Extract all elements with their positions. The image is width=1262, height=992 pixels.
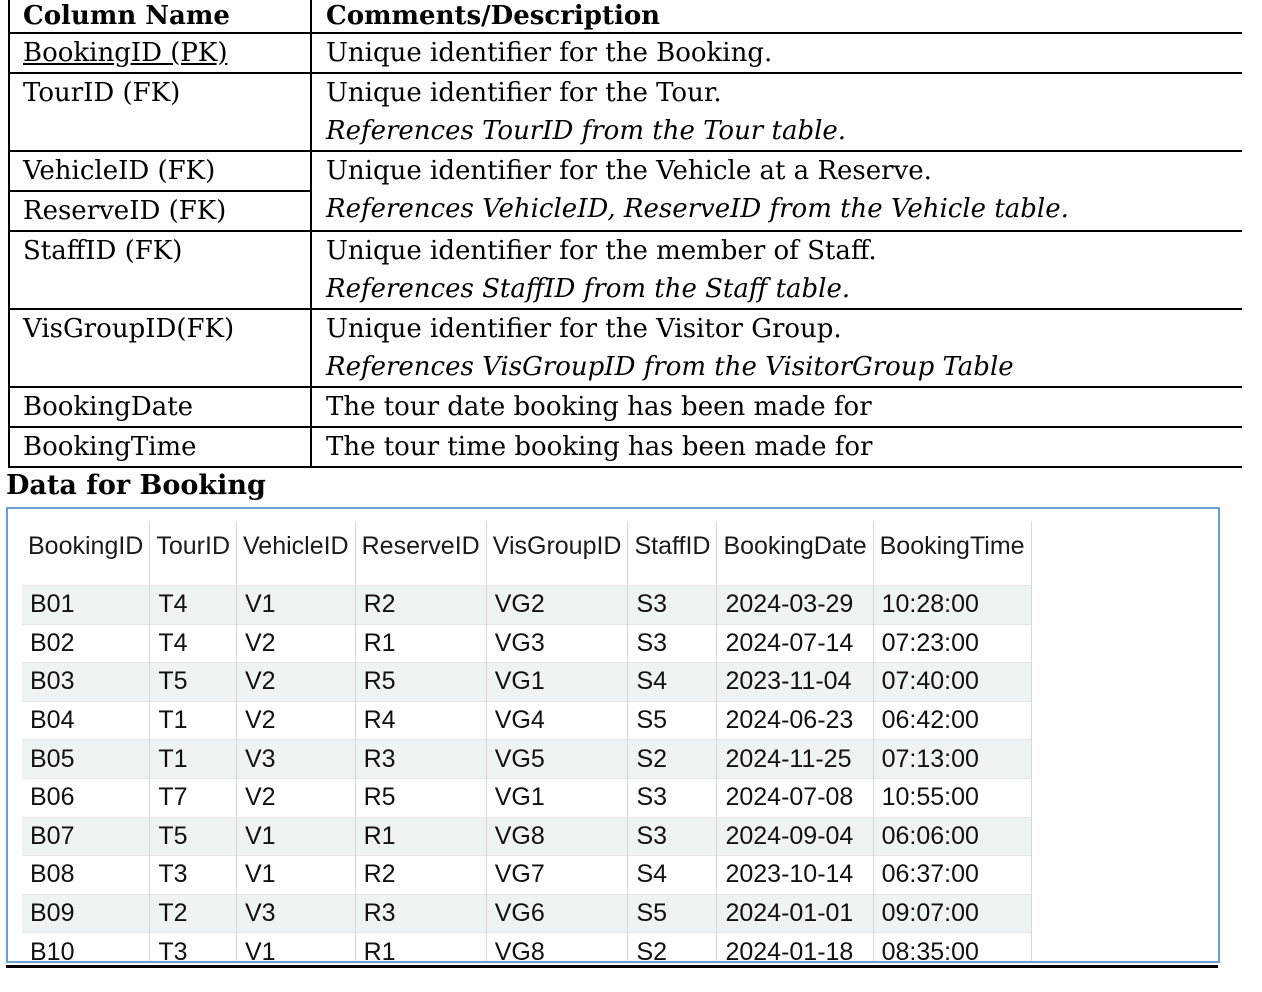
grid-cell[interactable]: VG1 [486, 778, 628, 817]
grid-cell[interactable]: 2024-07-14 [717, 624, 873, 663]
schema-header-row [9, 0, 1242, 33]
grid-cell[interactable]: S5 [628, 701, 717, 740]
booking-data-table [22, 521, 1032, 963]
grid-column-header[interactable]: BookingDate [717, 521, 873, 571]
grid-column-header[interactable]: StaffID [628, 521, 717, 571]
grid-cell[interactable]: V3 [237, 894, 356, 933]
grid-cell[interactable]: 2023-10-14 [717, 856, 873, 895]
grid-column-header[interactable]: VehicleID [237, 521, 356, 571]
grid-cell[interactable]: T4 [150, 624, 237, 663]
grid-cell[interactable]: V1 [237, 817, 356, 856]
grid-cell[interactable]: VG4 [486, 701, 628, 740]
grid-cell[interactable]: B01 [22, 586, 150, 625]
grid-cell[interactable]: 2024-06-23 [717, 701, 873, 740]
visgroupid-name: VisGroupID(FK) [9, 309, 311, 387]
grid-cell[interactable]: V2 [237, 624, 356, 663]
grid-column-header[interactable]: TourID [150, 521, 237, 571]
grid-cell[interactable]: T5 [150, 663, 237, 702]
table-row[interactable] [22, 586, 1031, 625]
grid-cell[interactable]: T5 [150, 817, 237, 856]
grid-cell[interactable]: B02 [22, 624, 150, 663]
staffid-name: StaffID (FK) [9, 231, 311, 309]
schema-row-vehicle-reserve [9, 151, 1242, 231]
grid-cell[interactable]: V2 [237, 778, 356, 817]
grid-cell[interactable]: T2 [150, 894, 237, 933]
grid-cell[interactable]: S2 [628, 933, 717, 963]
table-row[interactable] [22, 778, 1031, 817]
staffid-ref: References StaffID from the Staff table. [326, 274, 851, 304]
grid-cell[interactable]: 2024-01-01 [717, 894, 873, 933]
grid-cell[interactable]: S4 [628, 663, 717, 702]
grid-cell[interactable]: S4 [628, 856, 717, 895]
schema-row-staffid [9, 231, 1242, 309]
grid-cell[interactable]: S3 [628, 624, 717, 663]
table-row[interactable] [22, 933, 1031, 963]
grid-cell[interactable]: R3 [355, 894, 486, 933]
schema-row-bookingdate [9, 387, 1242, 427]
grid-cell[interactable]: B07 [22, 817, 150, 856]
grid-cell[interactable]: S3 [628, 778, 717, 817]
grid-cell[interactable]: V2 [237, 701, 356, 740]
result-grid[interactable] [6, 507, 1220, 963]
grid-cell[interactable]: 10:55:00 [873, 778, 1031, 817]
schema-row-bookingtime [9, 427, 1242, 467]
grid-cell[interactable]: R4 [355, 701, 486, 740]
grid-cell[interactable]: VG7 [486, 856, 628, 895]
description-header: Comments/Description [311, 0, 1242, 33]
visgroupid-desc: Unique identifier for the Visitor Group. [326, 314, 842, 344]
vehicle-reserve-ref: References VehicleID, ReserveID from the Vehicle table. [326, 194, 1069, 224]
grid-header-row [22, 521, 1031, 571]
grid-cell[interactable]: VG8 [486, 817, 628, 856]
vehicleid-name: VehicleID (FK) [10, 152, 310, 192]
schema-row-visgroupid [9, 309, 1242, 387]
reserveid-name: ReserveID (FK) [23, 196, 227, 226]
tourid-desc: Unique identifier for the Tour. [326, 78, 722, 108]
grid-cell[interactable]: R2 [355, 586, 486, 625]
grid-cell[interactable]: V1 [237, 933, 356, 963]
bookingtime-name: BookingTime [9, 427, 311, 467]
grid-cell[interactable]: R1 [355, 624, 486, 663]
column-name-header: Column Name [9, 0, 311, 33]
grid-cell[interactable]: S3 [628, 586, 717, 625]
grid-cell[interactable]: B04 [22, 701, 150, 740]
grid-cell[interactable]: S5 [628, 894, 717, 933]
table-row[interactable] [22, 663, 1031, 702]
section-title: Data for Booking [6, 470, 266, 501]
grid-cell[interactable]: B09 [22, 894, 150, 933]
grid-cell[interactable]: V1 [237, 586, 356, 625]
bookingdate-desc: The tour date booking has been made for [311, 387, 1242, 427]
grid-cell[interactable]: B08 [22, 856, 150, 895]
grid-cell[interactable]: 2024-03-29 [717, 586, 873, 625]
grid-cell[interactable]: 06:06:00 [873, 817, 1031, 856]
grid-cell[interactable]: T1 [150, 701, 237, 740]
grid-cell[interactable]: 2023-11-04 [717, 663, 873, 702]
grid-cell[interactable]: 07:23:00 [873, 624, 1031, 663]
grid-cell[interactable]: 07:13:00 [873, 740, 1031, 779]
grid-cell[interactable]: S3 [628, 817, 717, 856]
grid-cell[interactable]: 2024-07-08 [717, 778, 873, 817]
grid-cell[interactable]: 2024-09-04 [717, 817, 873, 856]
grid-cell[interactable]: VG3 [486, 624, 628, 663]
grid-cell[interactable]: T7 [150, 778, 237, 817]
schema-row-tourid [9, 73, 1242, 151]
schema-table [8, 0, 1242, 468]
grid-cell[interactable]: 07:40:00 [873, 663, 1031, 702]
vehicle-reserve-desc: Unique identifier for the Vehicle at a Reserve. [326, 156, 932, 186]
grid-cell[interactable]: 08:35:00 [873, 933, 1031, 963]
bookingtime-desc: The tour time booking has been made for [311, 427, 1242, 467]
grid-cell[interactable]: T1 [150, 740, 237, 779]
bottom-divider [6, 965, 1218, 968]
table-row[interactable] [22, 701, 1031, 740]
grid-cell[interactable]: B05 [22, 740, 150, 779]
tourid-name: TourID (FK) [9, 73, 311, 151]
grid-header-spacer [22, 571, 1031, 586]
grid-cell[interactable]: R3 [355, 740, 486, 779]
grid-cell[interactable]: VG5 [486, 740, 628, 779]
grid-cell[interactable]: V2 [237, 663, 356, 702]
visgroupid-ref: References VisGroupID from the VisitorGroup Table [326, 352, 1014, 382]
grid-cell[interactable]: R5 [355, 778, 486, 817]
grid-cell[interactable]: R5 [355, 663, 486, 702]
staffid-desc: Unique identifier for the member of Staff. [326, 236, 877, 266]
table-row[interactable] [22, 817, 1031, 856]
bookingid-desc: Unique identifier for the Booking. [311, 33, 1242, 73]
grid-cell[interactable]: R1 [355, 817, 486, 856]
table-row[interactable] [22, 894, 1031, 933]
grid-column-header[interactable]: VisGroupID [486, 521, 628, 571]
grid-cell[interactable]: S2 [628, 740, 717, 779]
grid-cell[interactable]: V3 [237, 740, 356, 779]
table-row[interactable] [22, 624, 1031, 663]
grid-cell[interactable]: B03 [22, 663, 150, 702]
grid-cell[interactable]: B06 [22, 778, 150, 817]
grid-cell[interactable]: VG8 [486, 933, 628, 963]
tourid-ref: References TourID from the Tour table. [326, 116, 847, 146]
grid-cell[interactable]: 06:42:00 [873, 701, 1031, 740]
grid-body [22, 571, 1031, 963]
bookingid-name: BookingID (PK) [23, 38, 228, 68]
grid-cell[interactable]: 09:07:00 [873, 894, 1031, 933]
grid-cell[interactable]: 10:28:00 [873, 586, 1031, 625]
grid-cell[interactable]: T3 [150, 856, 237, 895]
grid-cell[interactable]: R2 [355, 856, 486, 895]
table-row[interactable] [22, 740, 1031, 779]
grid-cell[interactable]: B10 [22, 933, 150, 963]
grid-cell[interactable]: R1 [355, 933, 486, 963]
grid-cell[interactable]: VG2 [486, 586, 628, 625]
grid-cell[interactable]: VG6 [486, 894, 628, 933]
table-row[interactable] [22, 856, 1031, 895]
grid-cell[interactable]: T3 [150, 933, 237, 963]
grid-cell[interactable]: 2024-11-25 [717, 740, 873, 779]
grid-cell[interactable]: T4 [150, 586, 237, 625]
grid-column-header[interactable]: BookingID [22, 521, 150, 571]
grid-cell[interactable]: 2024-01-18 [717, 933, 873, 963]
grid-column-header[interactable]: ReserveID [355, 521, 486, 571]
grid-cell[interactable]: VG1 [486, 663, 628, 702]
schema-row-bookingid [9, 33, 1242, 73]
grid-cell[interactable]: V1 [237, 856, 356, 895]
grid-cell[interactable]: 06:37:00 [873, 856, 1031, 895]
grid-column-header[interactable]: BookingTime [873, 521, 1031, 571]
bookingdate-name: BookingDate [9, 387, 311, 427]
